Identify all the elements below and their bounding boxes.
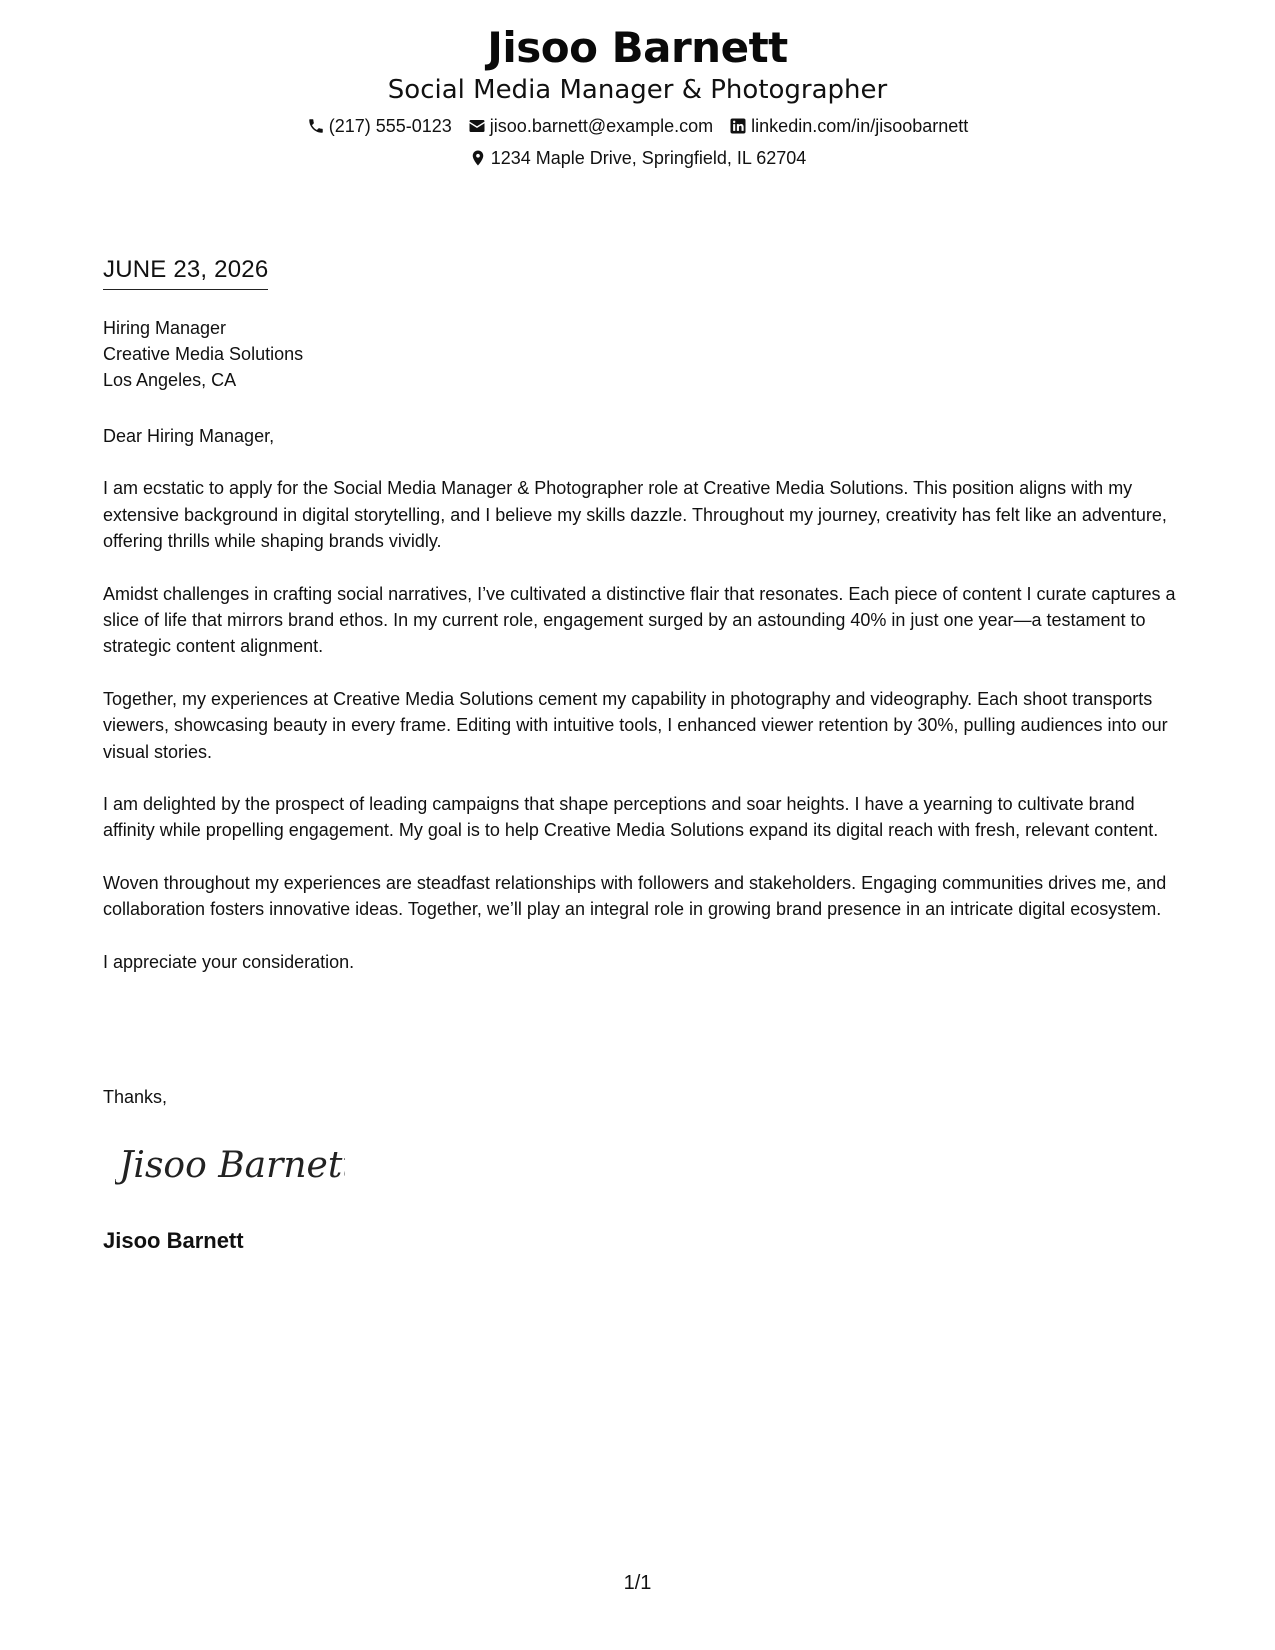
address-row (0, 146, 1275, 170)
appreciation-line: I appreciate your consideration. (103, 951, 355, 972)
body-paragraph: Amidst challenges in crafting social narratives, I’ve cultivated a distinctive flair that resonates. Each piece of content I curate captures a slice of life that mirrors brand ethos. In my current role, engagement surged by an astounding 40% in just one year—a testament to strategic content alignment. (103, 583, 1176, 657)
applicant-role: Social Media Manager & Photographer (387, 75, 888, 105)
handwritten-signature (115, 1133, 345, 1193)
closing: Thanks, (103, 1087, 168, 1107)
recipient-location: Los Angeles, CA (103, 370, 237, 390)
page-number: 1/1 (623, 1572, 652, 1594)
letter-header (0, 22, 1275, 170)
letter-body (103, 423, 1178, 1001)
applicant-name: Jisoo Barnett (487, 23, 788, 72)
signature-text: Jisoo Barnett (119, 1145, 345, 1186)
linkedin-icon (729, 117, 747, 135)
body-paragraph: Together, my experiences at Creative Media Solutions cement my capability in photography and videography. Each shoot transports viewers, showcasing beauty in every frame. Editing with intuitive tools, I enhanced viewer retention by 30%, pulling audiences into our visual stories. (103, 688, 1168, 762)
body-paragraph: I am delighted by the prospect of leading campaigns that shape perceptions and soar heights. I have a yearning to cultivate brand affinity while propelling engagement. My goal is to help Creative Media Solutions expand its digital reach with fresh, relevant content. (103, 794, 1159, 841)
contact-row (0, 114, 1275, 138)
envelope-icon (468, 117, 486, 135)
phone-icon (307, 117, 325, 135)
linkedin-text[interactable]: linkedin.com/in/jisoobarnett (751, 116, 969, 136)
map-pin-icon (469, 149, 487, 167)
contact-address (469, 146, 807, 170)
salutation: Dear Hiring Manager, (103, 426, 275, 446)
letter-date: JUNE 23, 2026 (103, 255, 268, 290)
body-paragraph: I am ecstatic to apply for the Social Media Manager & Photographer role at Creative Media Solutions. This position aligns with my extensive background in digital storytelling, and I believe my skills dazzle. Throughout my journey, creativity has felt like an adventure, offering thrills while shaping brands vividly. (103, 478, 1167, 552)
contact-phone (307, 114, 452, 138)
contact-linkedin[interactable] (729, 114, 968, 138)
recipient-title: Hiring Manager (103, 318, 227, 338)
recipient-block (103, 315, 303, 393)
body-paragraph: Woven throughout my experiences are steadfast relationships with followers and stakeholders. Engaging communities drives me, and collaboration fosters innovative ideas. Together, we’ll play an integral role in growing brand presence in an intricate digital ecosystem. (103, 872, 1167, 920)
letter-date-block (103, 255, 268, 290)
signed-name: Jisoo Barnett (103, 1228, 244, 1253)
recipient-company: Creative Media Solutions (103, 344, 304, 364)
phone-text: (217) 555-0123 (328, 116, 452, 136)
address-text: 1234 Maple Drive, Springfield, IL 62704 (490, 148, 807, 168)
contact-email[interactable] (468, 114, 713, 138)
email-text[interactable]: jisoo.barnett@example.com (489, 116, 714, 136)
